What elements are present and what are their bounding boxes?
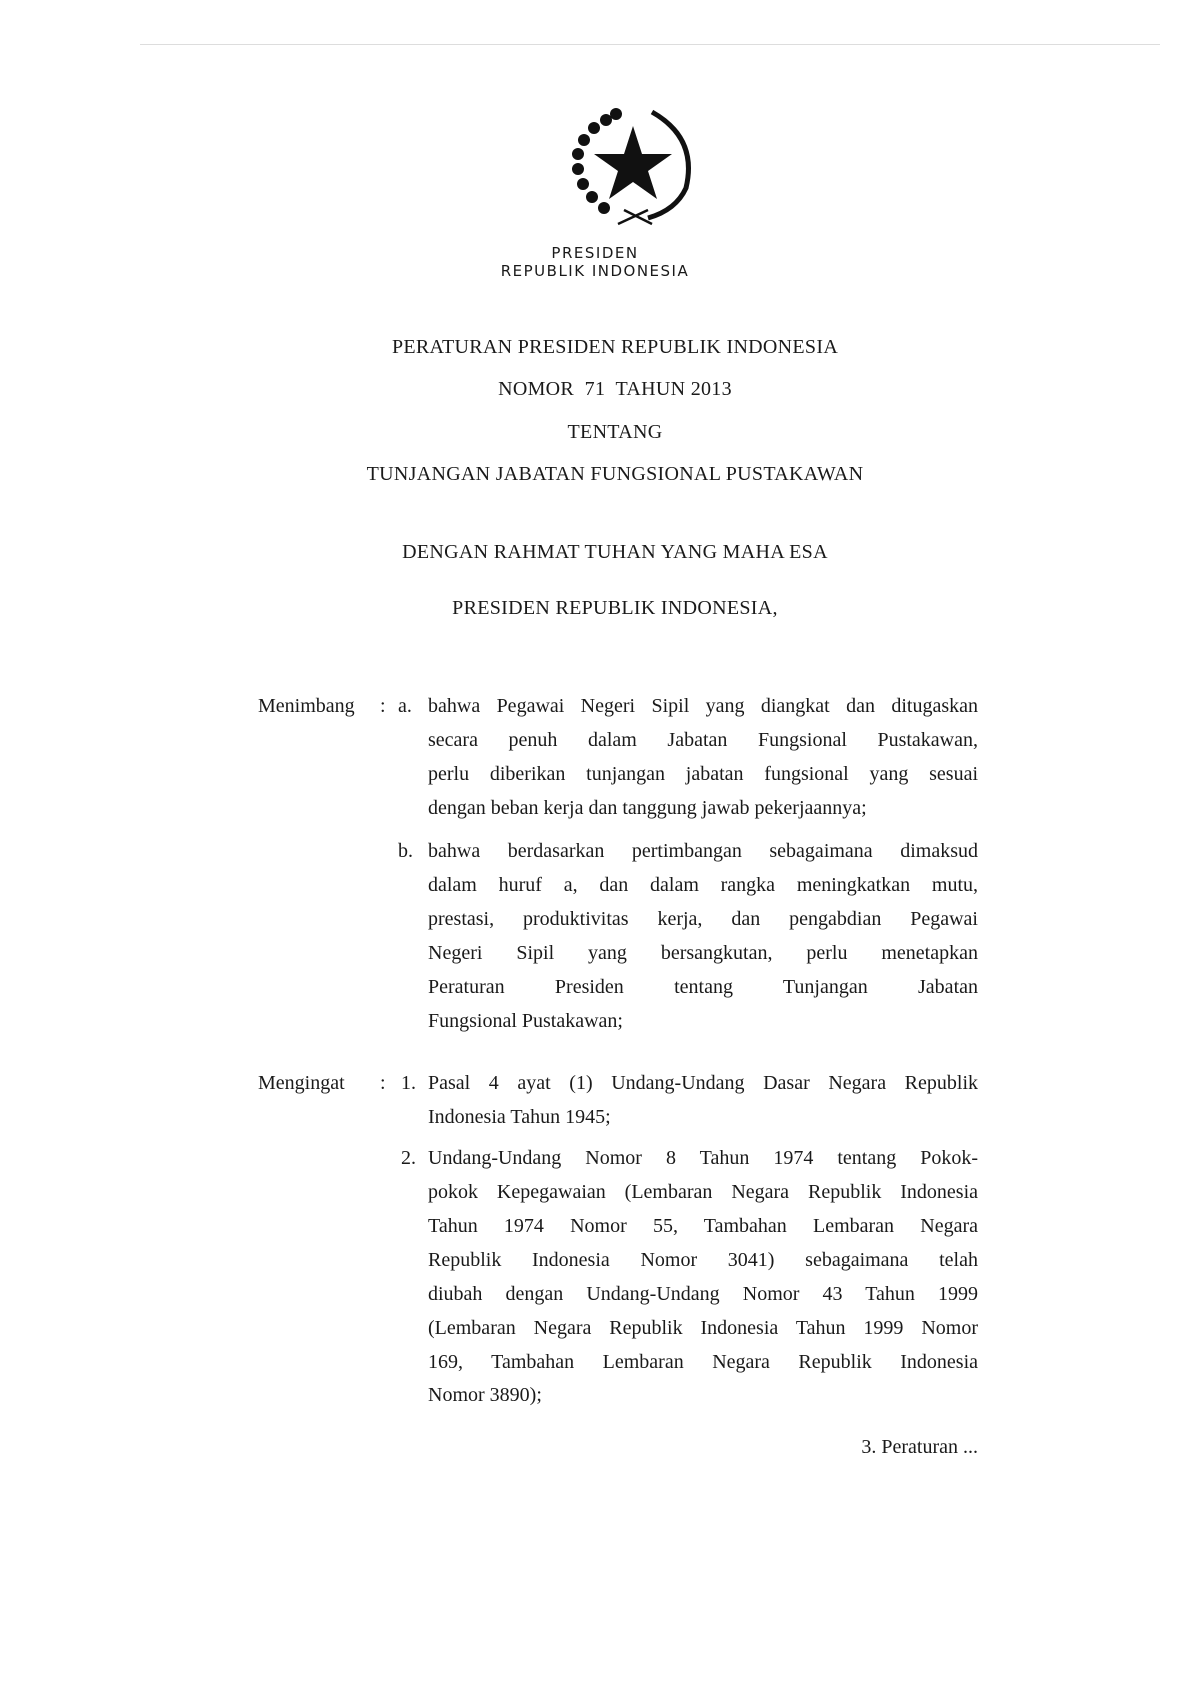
menimbang-b-line: Peraturan Presiden tentang Tunjangan Jabatan xyxy=(428,976,978,998)
menimbang-a-line: dengan beban kerja dan tanggung jawab pekerjaannya; xyxy=(428,797,867,819)
mengingat-marker-1: 1. xyxy=(401,1072,416,1094)
mengingat-label: Mengingat xyxy=(258,1072,345,1094)
menimbang-a-line: secara penuh dalam Jabatan Fungsional Pustakawan, xyxy=(428,729,978,751)
menimbang-b-line: Negeri Sipil yang bersangkutan, perlu menetapkan xyxy=(428,942,978,964)
invocation: DENGAN RAHMAT TUHAN YANG MAHA ESA xyxy=(402,541,828,563)
menimbang-b-line: dalam huruf a, dan dalam rangka meningkatkan mutu, xyxy=(428,874,978,896)
mengingat-2-line: Tahun 1974 Nomor 55, Tambahan Lembaran Negara xyxy=(428,1215,978,1237)
mengingat-colon: : xyxy=(380,1072,386,1094)
letterhead-republik-indonesia: REPUBLIK INDONESIA xyxy=(500,262,690,280)
menimbang-a-line: bahwa Pegawai Negeri Sipil yang diangkat dan ditugaskan xyxy=(428,695,978,717)
mengingat-2-line: (Lembaran Negara Republik Indonesia Tahun 1999 Nomor xyxy=(428,1317,978,1339)
menimbang-marker-a: a. xyxy=(398,695,412,717)
menimbang-a-line: perlu diberikan tunjangan jabatan fungsional yang sesuai xyxy=(428,763,978,785)
menimbang-b-line: Fungsional Pustakawan; xyxy=(428,1010,623,1032)
mengingat-2-line: pokok Kepegawaian (Lembaran Negara Republik Indonesia xyxy=(428,1181,978,1203)
mengingat-2-line: Nomor 3890); xyxy=(428,1384,542,1406)
menimbang-colon: : xyxy=(380,695,386,717)
menimbang-b-line: bahwa berdasarkan pertimbangan sebagaimana dimaksud xyxy=(428,840,978,862)
menimbang-marker-b: b. xyxy=(398,840,413,862)
mengingat-1-line: Pasal 4 ayat (1) Undang-Undang Dasar Negara Republik xyxy=(428,1072,978,1094)
mengingat-1-line: Indonesia Tahun 1945; xyxy=(428,1106,611,1128)
mengingat-2-line: diubah dengan Undang-Undang Nomor 43 Tahun 1999 xyxy=(428,1283,978,1305)
letterhead-presiden: PRESIDEN xyxy=(551,244,639,262)
menimbang-b-line: prestasi, produktivitas kerja, dan pengabdian Pegawai xyxy=(428,908,978,930)
mengingat-2-line: Republik Indonesia Nomor 3041) sebagaimana telah xyxy=(428,1249,978,1271)
page-continuation: 3. Peraturan ... xyxy=(861,1436,978,1458)
scan-edge-line xyxy=(140,44,1160,45)
issuer: PRESIDEN REPUBLIK INDONESIA, xyxy=(452,597,778,619)
menimbang-label: Menimbang xyxy=(258,695,355,717)
mengingat-2-line: 169, Tambahan Lembaran Negara Republik Indonesia xyxy=(428,1351,978,1373)
mengingat-marker-2: 2. xyxy=(401,1147,416,1169)
presidential-seal-emblem xyxy=(548,98,718,238)
regulation-tentang: TENTANG xyxy=(567,421,663,443)
regulation-subject: TUNJANGAN JABATAN FUNGSIONAL PUSTAKAWAN xyxy=(366,463,864,485)
regulation-title: PERATURAN PRESIDEN REPUBLIK INDONESIA xyxy=(391,336,839,358)
regulation-number: NOMOR 71 TAHUN 2013 xyxy=(498,378,732,400)
mengingat-2-line: Undang-Undang Nomor 8 Tahun 1974 tentang Pokok- xyxy=(428,1147,978,1169)
